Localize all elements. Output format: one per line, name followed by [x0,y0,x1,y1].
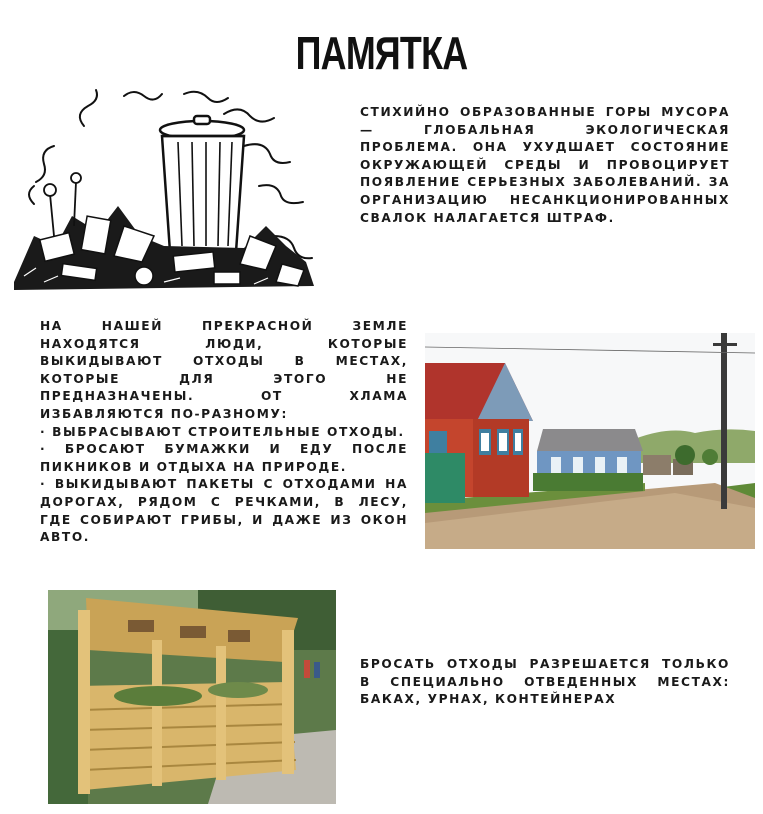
village-street-photo [425,333,755,549]
trash-heap-illustration [14,86,332,300]
intro-paragraph: СТИХИЙНО ОБРАЗОВАННЫЕ ГОРЫ МУСОРА — ГЛОБАЛЬНАЯ ЭКОЛОГИЧЕСКАЯ ПРОБЛЕМА. ОНА УХУДШАЕТ СОСТОЯНИЕ ОКРУЖАЮЩЕЙ СРЕДЫ И ПРОВОЦИРУЕТ ПОЯВЛЕНИЕ СЕРЬЕЗНЫХ ЗАБОЛЕВАНИЙ. ЗА ОРГАНИЗАЦИЮ НЕСАНКЦИОНИРОВАННЫХ СВАЛОК НАЛАГАЕТСЯ ШТРАФ. [360,105,730,225]
dumping-methods-paragraph: НА НАШЕЙ ПРЕКРАСНОЙ ЗЕМЛЕ НАХОДЯТСЯ ЛЮДИ, КОТОРЫЕ ВЫКИДЫВАЮТ ОТХОДЫ В МЕСТАХ, КОТОРЫЕ ДЛЯ ЭТОГО НЕ ПРЕДНАЗНАЧЕНЫ. ОТ ХЛАМА ИЗБАВЛЯЮТСЯ ПО-РАЗНОМУ: · ВЫБРАСЫВАЮТ СТРОИТЕЛЬНЫЕ ОТХОДЫ. · БРОСАЮТ БУМАЖКИ И ЕДУ ПОСЛЕ ПИКНИКОВ И ОТДЫХА НА ПРИРОДЕ. · ВЫКИДЫВАЮТ ПАКЕТЫ С ОТХОДАМИ НА ДОРОГАХ, РЯДОМ С РЕЧКАМИ, В ЛЕСУ, ГДЕ СОБИРАЮТ ГРИБЫ, И ДАЖЕ ИЗ ОКОН АВТО. [40,319,408,545]
page-title: ПАМЯТКА [295,27,468,79]
allowed-disposal-paragraph: БРОСАТЬ ОТХОДЫ РАЗРЕШАЕТСЯ ТОЛЬКО В СПЕЦИАЛЬНО ОТВЕДЕННЫХ МЕСТАХ: БАКАХ, УРНАХ, КОНТЕЙНЕРАХ [360,657,730,707]
wooden-compost-bins-photo [48,590,336,804]
